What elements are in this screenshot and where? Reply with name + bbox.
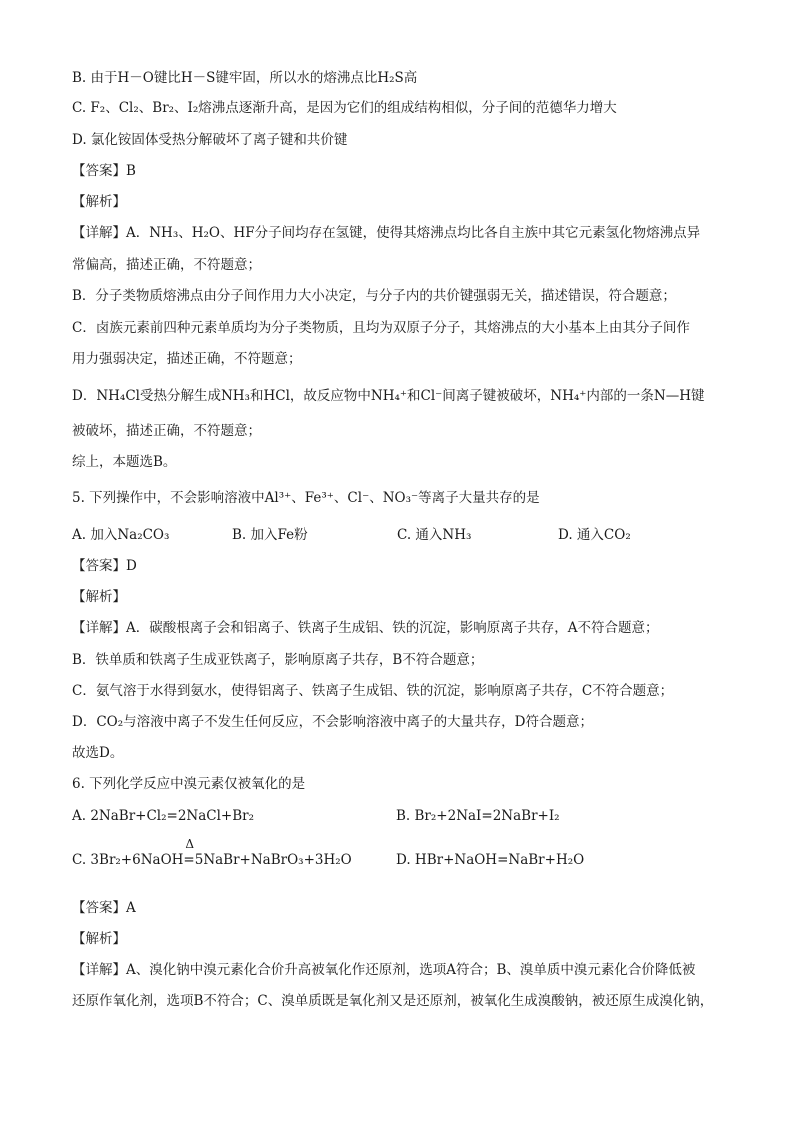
- q4-summary: 综上，本题选B。: [72, 454, 177, 470]
- q4-option-c: C. F₂、Cl₂、Br₂、I₂熔沸点逐渐升高，是因为它们的组成结构相似，分子间的范德华力增大: [72, 100, 617, 116]
- q5-analysis-label: 【解析】: [72, 589, 126, 605]
- q5-detail-c: C．氨气溶于水得到氨水，使得铝离子、铁离子生成铝、铁的沉淀，影响原离子共存，C不符合题意；: [72, 683, 674, 699]
- q4-detail-c-line-2: 用力强弱决定，描述正确，不符题意；: [72, 351, 302, 367]
- q6-option-c-left: C. 3Br₂+6NaOH: [72, 852, 184, 868]
- q4-answer: 【答案】B: [72, 163, 136, 179]
- q6-detail-line-2: 还原作氧化剂，选项B不符合；C、溴单质既是氧化剂又是还原剂，被氧化生成溴酸钠，被还原生成溴化钠，: [72, 993, 714, 1009]
- q6-detail-line-1: 【详解】A、溴化钠中溴元素化合价升高被氧化作还原剂，选项A符合；B、溴单质中溴元素化合价降低被: [72, 962, 696, 978]
- q5-detail-b: B．铁单质和铁离子生成亚铁离子，影响原离子共存，B不符合题意；: [72, 652, 484, 668]
- q4-analysis-label: 【解析】: [72, 194, 126, 210]
- q5-stem: 5. 下列操作中，不会影响溶液中Al³⁺、Fe³⁺、Cl⁻、NO₃⁻等离子大量共存的是: [72, 490, 540, 506]
- q4-detail-c-line-1: C．卤族元素前四种元素单质均为分子类物质，且均为双原子分子，其熔沸点的大小基本上由其分子间作: [72, 320, 690, 336]
- q5-option-c: C. 通入NH₃: [397, 527, 472, 543]
- q6-answer: 【答案】A: [72, 900, 136, 916]
- q5-option-b: B. 加入Fe粉: [232, 527, 308, 543]
- q4-detail-line-1: 【详解】A．NH₃、H₂O、HF分子间均存在氢键，使得其熔沸点均比各自主族中其它元素氢化物熔沸点异: [72, 225, 701, 241]
- q4-detail-d-line-1: D．NH₄Cl受热分解生成NH₃和HCl，故反应物中NH₄⁺和Cl⁻间离子键被破坏，NH₄⁺内部的一条N—H键: [72, 388, 705, 404]
- heat-delta-symbol: Δ: [185, 837, 195, 851]
- q4-detail-d-line-2: 被破坏，描述正确，不符题意；: [72, 423, 261, 439]
- q4-detail-b: B．分子类物质熔沸点由分子间作用力大小决定，与分子内的共价键强弱无关，描述错误，符合题意；: [72, 288, 676, 304]
- q5-answer: 【答案】D: [72, 558, 137, 574]
- q6-option-a: A. 2NaBr+Cl₂=2NaCl+Br₂: [72, 808, 255, 824]
- q6-analysis-label: 【解析】: [72, 931, 126, 947]
- q5-detail-d: D．CO₂与溶液中离子不发生任何反应，不会影响溶液中离子的大量共存，D符合题意；: [72, 714, 593, 730]
- q5-detail-a: 【详解】A．碳酸根离子会和铝离子、铁离子生成铝、铁的沉淀，影响原离子共存，A不符合题意；: [72, 620, 659, 636]
- q4-option-b: B. 由于H－O键比H－S键牢固，所以水的熔沸点比H₂S高: [72, 70, 418, 86]
- q6-option-b: B. Br₂+2NaI=2NaBr+I₂: [396, 808, 560, 824]
- q6-option-c: [72, 837, 352, 870]
- q6-stem: 6. 下列化学反应中溴元素仅被氧化的是: [72, 776, 306, 792]
- q5-summary: 故选D。: [72, 745, 124, 761]
- q6-option-c-right: =5NaBr+NaBrO₃+3H₂O: [183, 852, 352, 868]
- q6-option-d: D. HBr+NaOH=NaBr+H₂O: [396, 852, 585, 868]
- q5-option-d: D. 通入CO₂: [558, 527, 631, 543]
- q4-option-d: D. 氯化铵固体受热分解破坏了离子键和共价键: [72, 132, 348, 148]
- q4-detail-line-2: 常偏高，描述正确，不符题意；: [72, 257, 261, 273]
- q6-option-c-condition: [183, 837, 352, 870]
- q5-option-a: A. 加入Na₂CO₃: [72, 527, 170, 543]
